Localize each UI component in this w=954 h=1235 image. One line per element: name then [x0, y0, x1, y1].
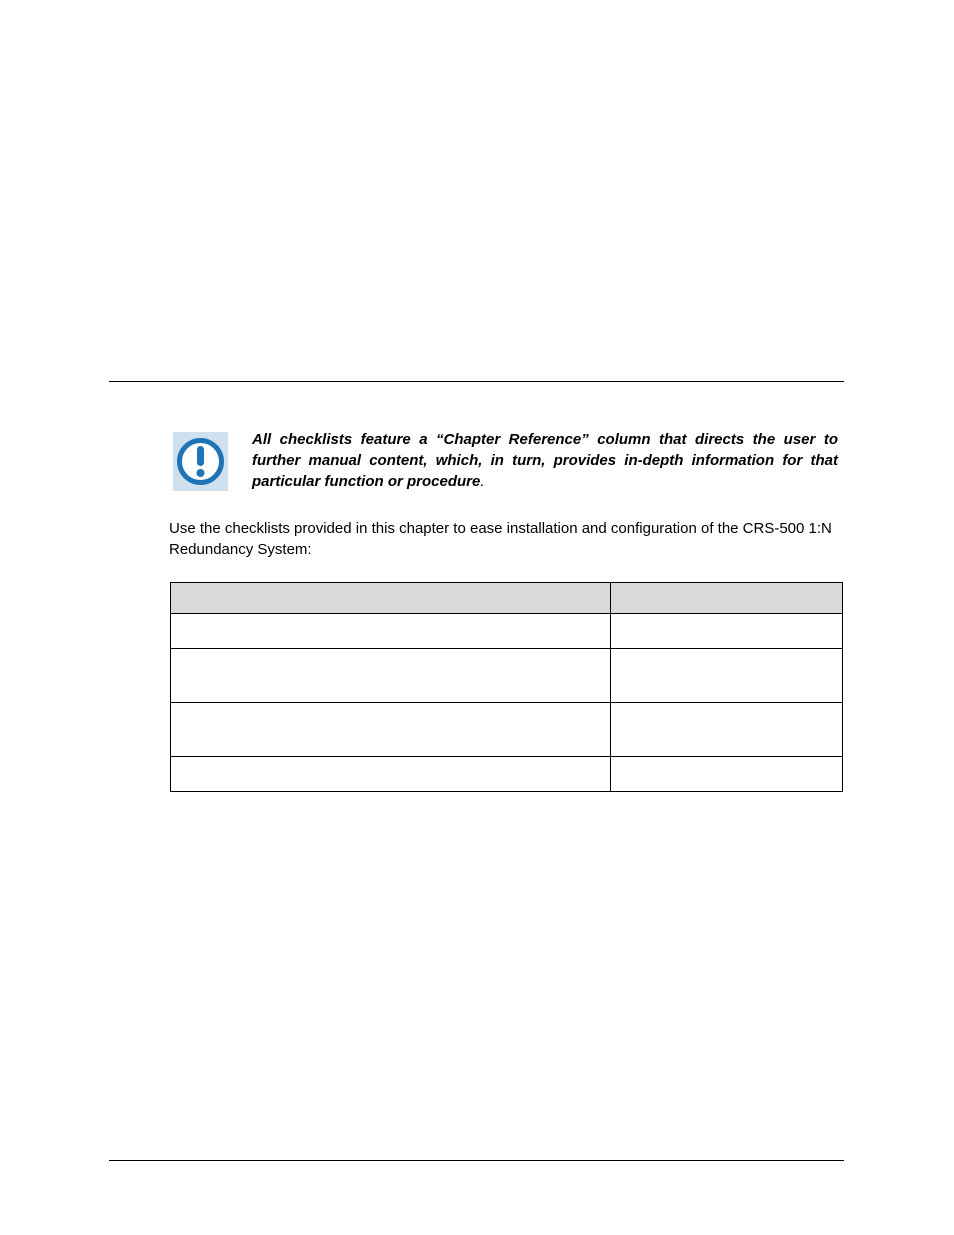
task-cell [171, 757, 611, 792]
table-row [171, 614, 843, 649]
task-cell [171, 649, 611, 703]
bottom-divider [109, 1160, 844, 1161]
notice-tail: . [480, 473, 485, 490]
table-row [171, 649, 843, 703]
task-cell [171, 703, 611, 757]
reference-cell [611, 703, 843, 757]
task-cell [171, 614, 611, 649]
notice-text [252, 429, 838, 492]
checklist-table [170, 582, 843, 792]
intro-paragraph: Use the checklists provided in this chapter to ease installation and configuration of the CRS-500 1:N Redundancy System: [169, 520, 832, 558]
exclamation-circle-icon [173, 432, 228, 491]
reference-cell [611, 757, 843, 792]
table-row [171, 757, 843, 792]
header-task [171, 583, 611, 614]
header-chapter-reference [611, 583, 843, 614]
notice-bold-text: All checklists feature a “Chapter Reference” column that directs the user to further manual content, which, in turn, provides in-depth information for that particular function or procedure [252, 431, 838, 490]
table-row [171, 703, 843, 757]
reference-cell [611, 614, 843, 649]
table-header-row [171, 583, 843, 614]
reference-cell [611, 649, 843, 703]
top-divider [109, 381, 844, 382]
